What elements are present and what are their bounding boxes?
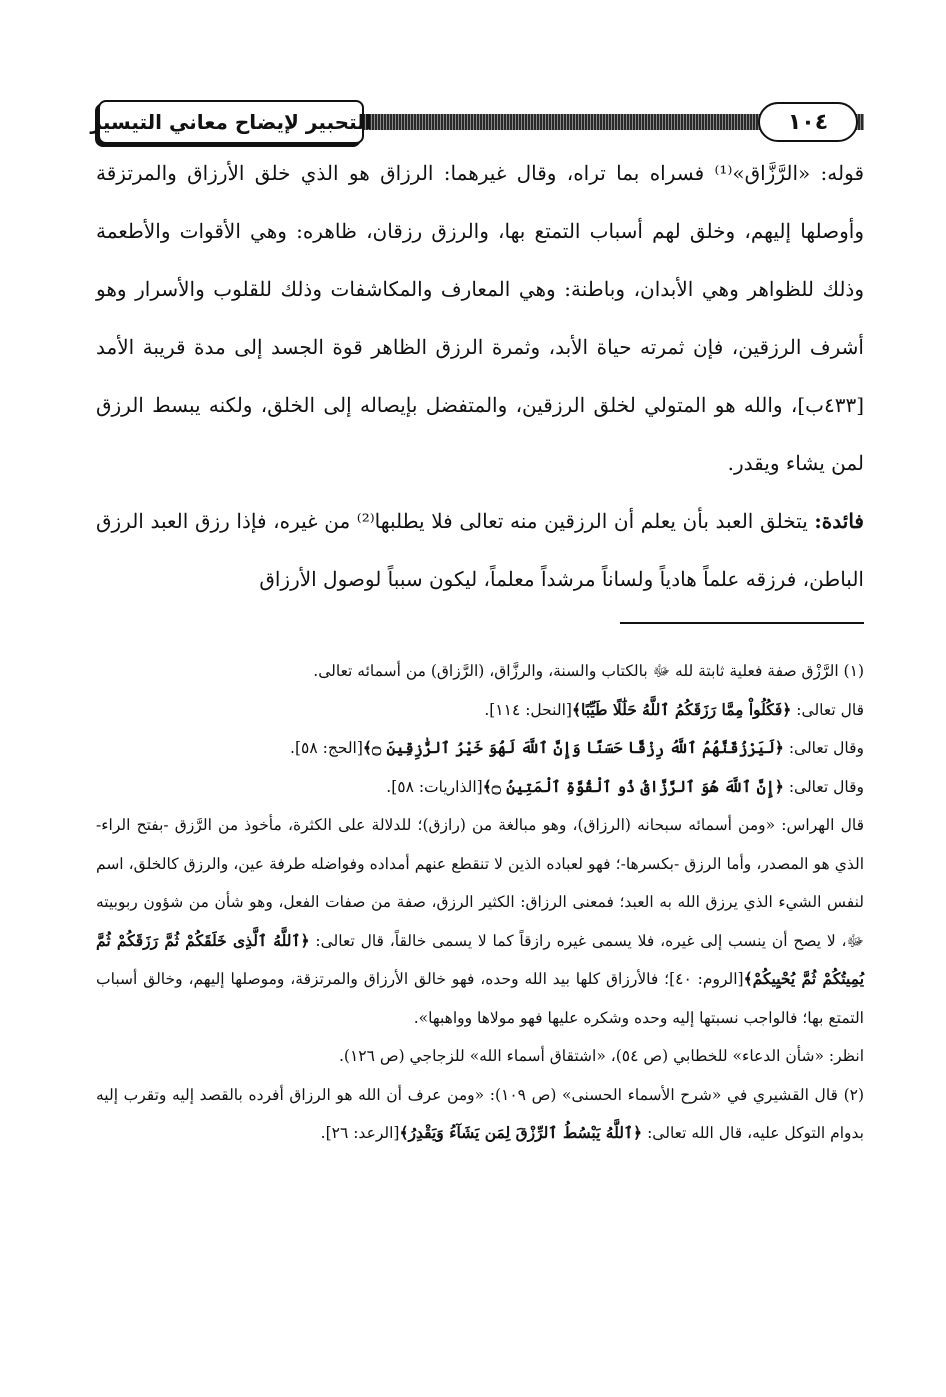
quran-verse: ﴿فَكُلُواْ مِمَّا رَزَقَكُمُ ٱللَّهُ حَلَٰلًا طَيِّبًا﴾ <box>571 699 792 719</box>
footnote-2 <box>96 1076 864 1153</box>
verse-intro: قال تعالى: <box>796 700 864 719</box>
benefit-label: فائدة: <box>814 509 864 533</box>
page-number-frame <box>758 102 858 142</box>
main-text <box>96 144 864 608</box>
paragraph-2 <box>96 492 864 608</box>
paragraph-1: قوله: «الرَّزَّاق»⁽¹⁾ فسراه بما تراه، وقال غيرهما: الرزاق هو الذي خلق الأرزاق والمرتزقة وأوصلها إليهم، وخلق لهم أسباب التمتع بها، والرزق رزقان، ظاهره: وهي الأقوات والأطعمة وذلك للظواهر وهي الأبدان، وباطنة: وهي المعارف والمكاشفات وذلك للقلوب والأسرار وهو أشرف الرزقين، فإن ثمرته حياة الأبد، وثمرة الرزق الظاهر قوة الجسد إلى مدة قريبة الأمد [٤٣٣ب]، والله هو المتولي لخلق الرزقين، والمتفضل بإيصاله إلى الخلق، ولكنه يبسط الرزق لمن يشاء ويقدر. <box>96 161 865 475</box>
quran-verse: ﴿إِنَّ ٱللَّهَ هُوَ ٱلرَّزَّاقُ ذُو ٱلْقُوَّةِ ٱلْمَتِينُ ۝﴾ <box>482 776 784 796</box>
book-title-frame <box>90 100 372 144</box>
quran-verse: ﴿ٱللَّهُ يَبْسُطُ ٱلرِّزْقَ لِمَن يَشَآءُ وَيَقْدِرُ﴾ <box>399 1123 643 1142</box>
verse-intro: وقال تعالى: <box>788 777 864 796</box>
page-header <box>90 100 864 146</box>
footnote-1-line-4 <box>96 768 864 807</box>
book-title: التحبير لإيضاح معاني التيسير <box>90 110 372 134</box>
footnote-1-line-2 <box>96 691 864 730</box>
verse-reference: [الحج: ٥٨]. <box>290 739 363 757</box>
page-number: ١٠٤ <box>787 109 829 135</box>
footnote-2-text: (٢) قال القشيري في «شرح الأسماء الحسنى» (ص ١٠٩): «ومن عرف أن الله هو الرزاق أفرده بالقصد إليه وتقرب إليه بدوام التوكل عليه، قال الله تعالى: <box>96 1085 865 1142</box>
verse-reference: [الرعد: ٢٦]. <box>320 1124 400 1142</box>
footnotes <box>96 652 864 1153</box>
verse-reference: [النحل: ١١٤]. <box>484 700 572 719</box>
haras-quote-continuation: [الروم: ٤٠]؛ فالأرزاق كلها بيد الله وحده، فهو خالق الأرزاق والمرتزقة، وموصلها إليهم، وخالق أسباب التمتع بها؛ فالواجب نسبتها إليه وحده وشكره عليها فهو مولاها وواهبها». <box>96 970 864 1027</box>
verse-reference: [الذاريات: ٥٨]. <box>386 777 483 796</box>
footnote-separator <box>620 622 864 624</box>
footnote-1-haras-quote <box>96 806 864 1037</box>
quran-verse: ﴿لَيَرْزُقَنَّهُمُ ٱللَّهُ رِزْقًا حَسَنًا وَإِنَّ ٱللَّهَ لَهُوَ خَيْرُ ٱلرَّٰزِقِينَ ۝﴾ <box>362 738 784 757</box>
quran-verse: ﴿ٱللَّهُ ٱلَّذِى خَلَقَكُمْ ثُمَّ رَزَقَكُمْ ثُمَّ يُمِيتُكُمْ ثُمَّ يُحْيِيكُمْ﴾ <box>96 930 865 988</box>
haras-quote-text: قال الهراس: «ومن أسمائه سبحانه (الرزاق)، وهو مبالغة من (رازق)؛ للدلالة على الكثرة، مأخوذ من الرَّزق -بفتح الراء- الذي هو المصدر، وأما الرزق -بكسرها-؛ فهو لعباده الذين لا تنقطع عنهم أمداده وفواضله طرفة عين، والرزق كالخلق، اسم لنفس الشيء الذي يرزق الله به العبد؛ فمعنى الرزاق: الكثير الرزق، صفة من صفات الفعل، وهو شأن من شؤون ربوبيته ﷻ، لا يصح أن ينسب إلى غيره، فلا يسمى غيره رازقاً كما لا يسمى خالقاً، قال تعالى: <box>96 816 865 950</box>
footnote-1-line-3 <box>96 729 864 768</box>
footnote-1-see-also: انظر: «شأن الدعاء» للخطابي (ص ٥٤)، «اشتقاق أسماء الله» للزجاجي (ص ١٢٦). <box>338 1047 864 1065</box>
paragraph-2-text: يتخلق العبد بأن يعلم أن الرزقين منه تعالى فلا يطلبها⁽²⁾ من غيره، فإذا رزق العبد الرزق الباطن، فرزقه علماً هادياً ولساناً مرشداً معلماً، ليكون سبباً لوصول الأرزاق <box>96 509 864 591</box>
footnote-1-line-1: (١) الرَّزْق صفة فعلية ثابتة لله ﷻ بالكتاب والسنة، والرزَّاق، (الرَّزاق) من أسمائه تعالى. <box>313 662 864 680</box>
verse-intro: وقال تعالى: <box>788 739 864 757</box>
